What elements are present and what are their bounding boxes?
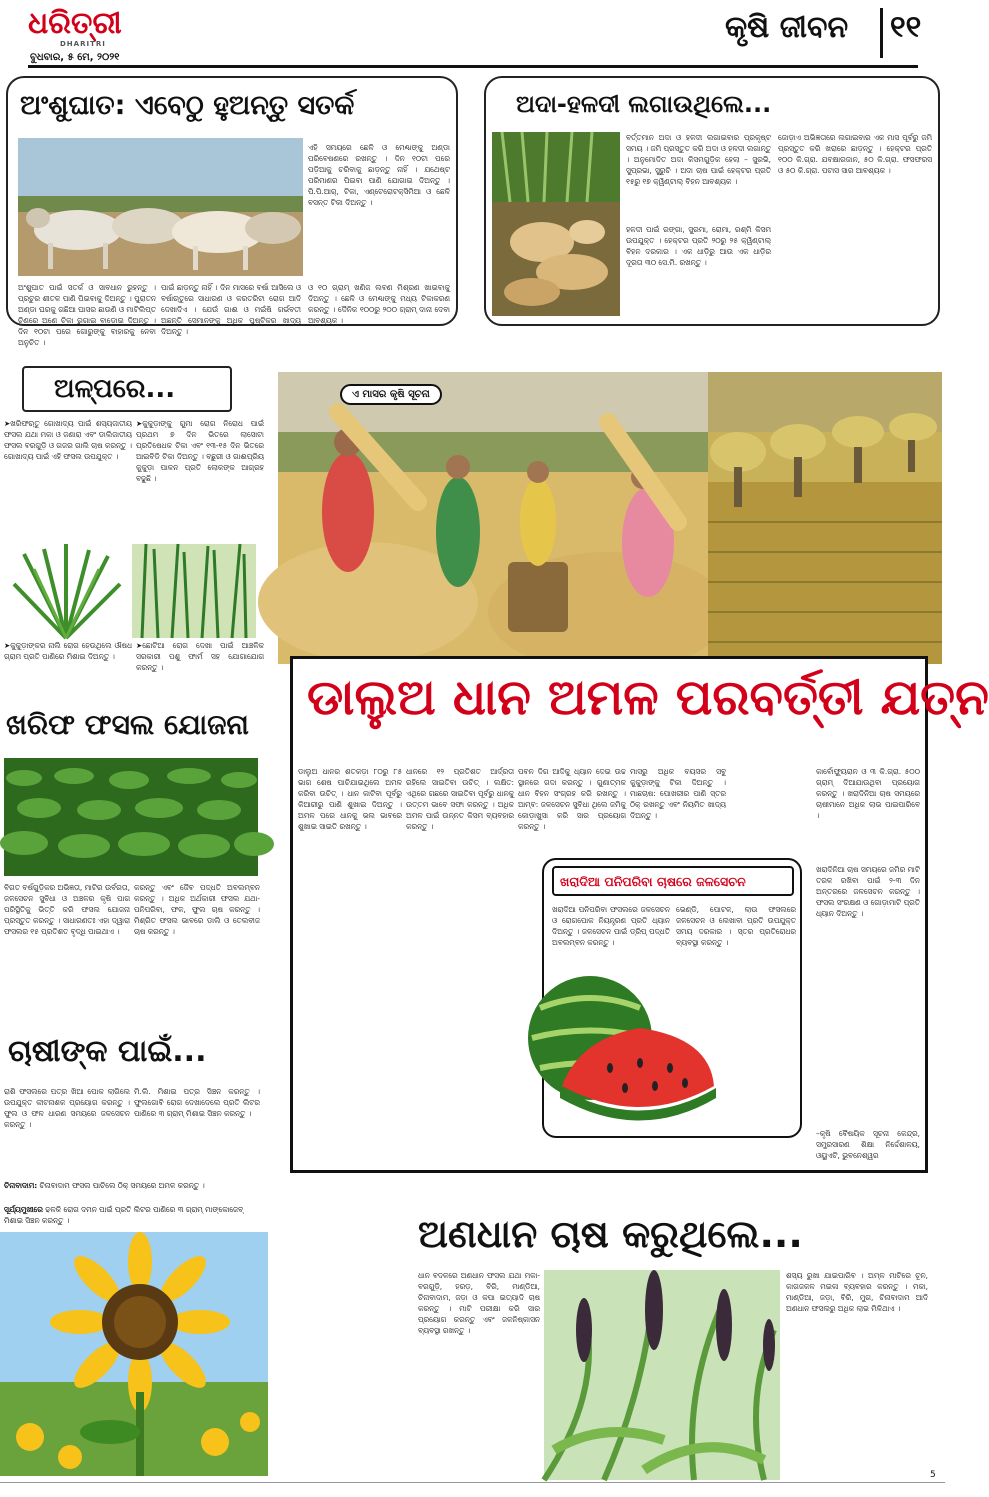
millet-col1: ଧାନ ବଦଳରେ ଅଣଧାନ ଫସଲ ଯଥା ମକା-ବରଗୁଡ଼ି, ହରଡ଼, ବିରି, ମାଣ୍ଡିଆ, ଚିନାବାଦାମ, ଜଡ଼ା ଓ କପା ଇତ୍ୟାଦି ଚାଷ କରନ୍ତୁ । ମାଟି ପରୀକ୍ଷା କରି ସାର ପ୍ରୟୋଗ କରନ୍ତୁ ଏବଂ ଜଳନିଷ୍କାସନ ବ୍ୟବସ୍ଥା ରଖନ୍ତୁ । bbox=[418, 1271, 540, 1335]
article-heat-box bbox=[6, 76, 458, 347]
hero-col5: କାର୍ବୋଫ୍ୟୁରାନ ଓ ୩ କି.ଗ୍ରା. ୫୦୦ ଗ୍ରାମ୍ ଦିଆଯାଉଥିବା ପ୍ରୟୋଗ କରନ୍ତୁ । ଖରାଦିନିଆ ଚାଷ ସମୟରେ ଚାଷୀମାନେ ଅଧିକ ଲାଭ ପାଇପାରିବେ । bbox=[816, 767, 920, 820]
article-heat-col3: ଓ ୧୦ ଗ୍ରାମ୍ ଖଣିଜ ଲବଣ ମିଶ୍ରଣ ଖାଇବାକୁ ଦିଅନ୍ତୁ । ଛେଳି ଓ ମେଣ୍ଢାଙ୍କୁ ମଧ୍ୟ ଟିକାକରଣ କରନ୍ତୁ । ଦୈନିକ ୧୦୦ରୁ ୨୦୦ ଗ୍ରାମ୍ ଦାନା ଦେବା ଆବଶ୍ୟକ । bbox=[308, 283, 450, 325]
kharif-title: ଖରିଫ ଫସଲ ଯୋଜନା bbox=[6, 708, 249, 741]
fodder-photo-2 bbox=[132, 544, 256, 638]
footer-rule bbox=[0, 1482, 945, 1483]
watermelon-photo bbox=[520, 968, 716, 1138]
article-heat-title: ଅଂଶୁଘାତ: ଏବେଠୁ ହୁଅନ୍ତୁ ସତର୍କ bbox=[20, 90, 355, 121]
farmers-col1: ରାଶି ଫସଲରେ ପତ୍ର ଖିଆ ପୋକ ଲାଗିଲେ ଉପଯୁକ୍ତ କୀଟନାଶକ ପ୍ରୟୋଗ କରନ୍ତୁ । ଫୁଲ ଓ ଫଳ ଧାରଣ ସମୟରେ ଜଳସେଚନ କରନ୍ତୁ । bbox=[4, 1087, 130, 1129]
summer-veg-title-bar bbox=[552, 866, 794, 896]
hero-credit: –କୃଷି ବୈଷୟିକ ସୂଚନା କେନ୍ଦ୍ର, ସମ୍ପ୍ରସାରଣ ଶିକ୍ଷା ନିର୍ଦ୍ଦେଶାଳୟ, ଓୟୁଏଟି, ଭୁବନେଶ୍ୱର bbox=[816, 1129, 920, 1160]
harvest-photo bbox=[278, 372, 708, 664]
article-ginger-title: ଅଦା-ହଳଦୀ ଲଗାଉଥିଲେ... bbox=[516, 90, 772, 118]
hero-col4: ମାସରୁ ଅଧିକ ବୟସର ସବୁ କୁକୁଡ଼ାଙ୍କୁ ଟିକା ଦିଅନ୍ତୁ । ମାଛଚାଷ: ପୋଖରୀର ପାଣି ସ୍ତର ଠିକ୍ ରଖନ୍ତୁ ଏବଂ ନିୟମିତ ଖାଦ୍ୟ ଦିଅନ୍ତୁ । bbox=[630, 767, 726, 820]
kharif-photo bbox=[4, 758, 258, 876]
farmers-sub1-label: ଚିନାବାଦାମ: bbox=[4, 1181, 38, 1190]
article-ginger-col3: ଜୋଡ଼ାଏ ଅଭିଜ୍ଞତାରେ ଲଗାଇବାର ଏକ ମାସ ପୂର୍ବରୁ ଜମି ପ୍ରସ୍ତୁତ କରି ଖରାରେ ଛାଡ଼ନ୍ତୁ । ହେକ୍ଟର ପ୍ରତି ୧୦୦ କି.ଗ୍ରା. ଯବକ୍ଷାରଜାନ, ୫୦ କି.ଗ୍ରା. ଫସଫରସ ଓ ୫୦ କି.ଗ୍ରା. ପଟାସ ସାର ଆବଶ୍ୟକ । bbox=[778, 133, 932, 175]
hero-border-left bbox=[290, 758, 293, 1172]
farmers-col2: ମି.ଲି. ମିଶାଇ ପତ୍ର ସିଞ୍ଚନ କରନ୍ତୁ । ଫୁଲଗୋବି ରୋଗ ଦେଖାଦେଲେ ପ୍ରତି ଲିଟର ପାଣିରେ ୩ ଗ୍ରାମ୍ ମିଶାଇ ସିଞ୍ଚନ କରନ୍ତୁ । bbox=[134, 1087, 260, 1118]
footer-page-marker: 5 bbox=[930, 1470, 936, 1480]
millet-title: ଅଣଧାନ ଚାଷ କରୁଥିଲେ... bbox=[418, 1212, 803, 1256]
logo-text: ଧରିତ୍ରୀ bbox=[28, 6, 122, 41]
short-note-1: ➤କୁକୁଡ଼ାଙ୍କର ନାଲି ରୋଗ ହେଉଥିଲେ ଔଷଧ ଗ୍ରାମ ପ୍ରତି ପାଣିରେ ମିଶାଇ ଦିଅନ୍ତୁ । bbox=[4, 641, 132, 661]
short-title: ଅଳ୍ପରେ... bbox=[54, 374, 176, 404]
summer-veg-col1: ଖରାଦିଆ ପନିପରିବା ଫସଲରେ ଜଳସେଚନ ଓ ରୋଗପୋକ ନିୟନ୍ତ୍ରଣ ପ୍ରତି ଧ୍ୟାନ ଦିଅନ୍ତୁ । ଜଳସେଚନ ପାଇଁ ଡ୍ରିପ୍ ପଦ୍ଧତି ଅବଲମ୍ବନ କରନ୍ତୁ । bbox=[552, 905, 670, 947]
article-ginger-box bbox=[484, 76, 940, 326]
millet-col2: ଶସ୍ୟ ରୁଖା ଯାଇପାରିବ । ଅମ୍ଳ ମାଟିରେ ଚୂନ, କାଗଜକଳ ମଇଳା ବ୍ୟବହାର କରନ୍ତୁ । ମକା, ମାଣ୍ଡିଆ, ଜଡ଼ା, ବିରି, ମୁଗ, ଚିନାବାଦାମ ଆଦି ଅଣଧାନ ଫସଲରୁ ଅଧିକ ଲାଭ ମିଳିଥାଏ । bbox=[786, 1271, 928, 1313]
kharif-col1: ବିଗତ ବର୍ଷଗୁଡ଼ିକର ଅଭିଜ୍ଞତା, ମାଟିର ଉର୍ବରତା, ଜଳସେଚନ ସୁବିଧା ଓ ଅଞ୍ଚଳର କୃଷି ପାଗ ପରିସ୍ଥିତିକୁ ଭିତ୍ତି କରି ଫସଲ ଯୋଜନା ପ୍ରସ୍ତୁତ କରନ୍ତୁ । ସାଧାରଣତଃ ଏହା ଦ୍ୱାରା ଫସଲର ୧୫ ପ୍ରତିଶତ ବୃଦ୍ଧି ପାଇଥାଏ । bbox=[4, 883, 130, 936]
ginger-photo bbox=[492, 132, 620, 316]
farmers-title: ଚାଷୀଙ୍କ ପାଇଁ... bbox=[8, 1034, 207, 1069]
hero-border-right bbox=[925, 758, 928, 1172]
short-title-box bbox=[22, 366, 232, 412]
issue-date: ବୁଧବାର, ୫ ମେ, ୨୦୨୧ bbox=[30, 52, 120, 63]
farmers-sub2-text: ଢଳକି ରୋଗ ଦମନ ପାଇଁ ପ୍ରତି ଲିଟର ପାଣିରେ ୩ ଗ୍ରାମ୍ ମାଙ୍କୋଜେବ୍ ମିଶାଇ ସିଞ୍ଚନ କରନ୍ତୁ । bbox=[4, 1205, 244, 1225]
article-heat-intro: ଏହି ସମୟରେ ଛେଳି ଓ ମେଣ୍ଢାଙ୍କୁ ଅଣ୍ଡା ପରିବେଷଣରେ ରଖନ୍ତୁ । ଦିନ ୧୦ଟା ପରେ ପଡ଼ିଆକୁ ଚରିବାକୁ ଛାଡ଼ନ୍ତୁ ନାହିଁ । ଯଥେଷ୍ଟ ପରିମାଣର ପିଇବା ପାଣି ଯୋଗାଇ ଦିଅନ୍ତୁ । ପି.ପି.ଆର୍‌, ଟିକା, ଏଣ୍ଟେରୋଟକ୍ସିମିଆ ଓ ଛେଳି ବସନ୍ତ ଟିକା ଦିଅନ୍ତୁ । bbox=[308, 143, 450, 207]
article-ginger-col2: ହଳଦୀ ପାଇଁ ରଙ୍ଗା, ସୁରମା, ରୋମା, ରଶ୍ମି କିସମ ଉପଯୁକ୍ତ । ହେକ୍ଟର ପ୍ରତି ୨୦ରୁ ୨୫ କ୍ୱିଣ୍ଟାଲ୍ ବିହନ ଦରକାର । ଏକ ଧାଡ଼ିରୁ ଆଉ ଏକ ଧାଡ଼ିର ଦୂରତା ୩୦ ସେ.ମି. ରଖନ୍ତୁ । bbox=[626, 225, 771, 267]
farmers-sub1 bbox=[4, 1180, 260, 1191]
article-heat-col2: ପାଇଁ ଛାଡ଼ନ୍ତୁ ନାହିଁ । ଦିନ ମାସରେ ବର୍ଷା ଆସିଲେ ଓ ବର୍ଷାଋତୁରେ ସାଧାରଣ ଓ କରତରିଟା ରୋଗ ଆଦି ଦେଖାଦିଏ । ଯେଉଁ ଗାଈ ଓ ମଇଁଷି ଗର୍ଭବତୀ ଅଛନ୍ତି ସେମାନଙ୍କୁ ଅଧିକ ପୁଷ୍ଟିକର ଖାଦ୍ୟ ଦିଅନ୍ତୁ । bbox=[161, 283, 301, 336]
masthead bbox=[0, 0, 945, 68]
millet-photo bbox=[544, 1270, 780, 1480]
hero-tag: ଏ ମାସର କୃଷି ସୂଚନା bbox=[340, 384, 442, 405]
summer-veg-title: ଖରାଦିଆ ପନିପରିବା ଚାଷରେ ଜଳସେଚନ bbox=[560, 874, 746, 889]
article-ginger-col1: ବର୍ତ୍ତମାନ ଅଦା ଓ ହଳଦୀ ଲଗାଇବାର ପ୍ରକୃଷ୍ଟ ସମୟ । ଜମି ପ୍ରସ୍ତୁତ କରି ଅଦା ଓ ହଳଦୀ ଲଗାନ୍ତୁ । ଅନୁମୋଦିତ ଅଦା କିସମଗୁଡ଼ିକ ହେଲା – ସୁରଭି, ସୁପ୍ରଭା, ସୁରୁଚି । ଅଦା ଚାଷ ପାଇଁ ହେକ୍ଟର ପ୍ରତି ୧୫ରୁ ୧୭ କ୍ୱିଣ୍ଟାଲ୍ ବିହନ ଆବଶ୍ୟକ । bbox=[626, 133, 771, 186]
page-number: ୧୧ bbox=[890, 10, 922, 45]
kharif-col2: କରନ୍ତୁ ଏବଂ ଜୈବ ପଦ୍ଧତି ଅବଲମ୍ବନ କରନ୍ତୁ । ଅଧିକ ଅର୍ଥକାରୀ ଫସଲ ଯଥା- ପନିପରିବା, ଫଳ, ଫୁଲ ଚାଷ କରନ୍ତୁ । ମିଶ୍ରିତ ଫସଲ ଭାବରେ ଡାଲି ଓ ତେଲବୀଜ ଚାଷ କରନ୍ତୁ । bbox=[134, 883, 260, 936]
sunflower-photo bbox=[0, 1232, 268, 1476]
short-col1: ➤ଖରିଫଋତୁ ଗୋଖାଦ୍ୟ ପାଇଁ ଶସ୍ୟଜାତୀୟ ଫସଲ ଯଥା ମକା ଓ ଜଣାରା ଏବଂ ଡାଲିଜାତୀୟ ଫସଲ ବରଗୁଡ଼ି ଓ ଗଜର ଗାଲି ଚାଷ କରନ୍ତୁ । ଗୋଖାଦ୍ୟ ପାଇଁ ଏହି ଫସଲ ଉପଯୁକ୍ତ । bbox=[4, 419, 132, 461]
hero-col1: ଡାଲୁଅ ଧାନର ଶତକଡ଼ା ୮୦ରୁ ୮୫ ଭାଗ ଶେଷ ପାଚିଯାଇଥିଲେ ଅମଳ କରିବା ଉଚିତ୍ । ଧାନ କାଟିବା ପୂର୍ବରୁ କିଆରୀରୁ ପାଣି ଶୁଖାଇ ଦିଅନ୍ତୁ । ଅମଳ ପରେ ଧାନକୁ ଭଲ ଭାବରେ ଶୁଖାଇ ସାଇତି ରଖନ୍ତୁ । bbox=[298, 767, 402, 831]
section-divider bbox=[880, 8, 883, 58]
logo-sub: DHARITRI bbox=[60, 40, 106, 48]
hero-col2: ଧାନରେ ୧୨ ପ୍ରତିଶତ ଆର୍ଦ୍ରତା ରହିଲେ ସାଇତିବା ଉଚିତ୍ । ଲକ୍ଷିତ: ଏଥିରେ ଗଛରେ ସାଇତିବା ପୂର୍ବରୁ ଧାନକୁ ଉତ୍ତମ ଭାବେ ସଫା କରନ୍ତୁ । ଅଧିକ ଅମଳ ପାଇଁ ଉନ୍ନତ କିସମ ବ୍ୟବହାର କରନ୍ତୁ । bbox=[406, 767, 514, 831]
farmers-sub2-label: ସୂର୍ଯ୍ୟମୁଖୀରେ bbox=[4, 1205, 43, 1214]
hero-headline-box bbox=[290, 656, 989, 758]
hero-col3: ପବନ ଦିଗ ଆଦିକୁ ଧ୍ୟାନ ଦେଇ ଉଚ୍ଚ ସ୍ଥାନରେ ଗଦା କରନ୍ତୁ । ଗୁଣାତ୍ମକ ଧାନ ବିହନ ସଂଗ୍ରହ କରି ରଖନ୍ତୁ । ଆମ୍ବ: ଜଳସେଚନ ସୁବିଧା ଥିଲେ ଜମିକୁ କୋଡ଼ାଖୁସା କରି ସାର ପ୍ରୟୋଗ କରନ୍ତୁ । bbox=[518, 767, 626, 831]
cattle-photo bbox=[18, 138, 303, 276]
hero-border-bottom bbox=[290, 1170, 928, 1173]
article-heat-col1: ଅଂଶୁଘାତ ପାଇଁ ସତର୍କ ଓ ସାବଧାନ ରୁହନ୍ତୁ । ପ୍ରଚୁର ଶୀତଳ ପାଣି ପିଇବାକୁ ଦିଅନ୍ତୁ । ପୁରାତନ ଅଣ୍ଡା ଘରକୁ ଗଛିଆ ଘାସର ଛାଉଣି ଓ ମାଟିଲିପ୍ତ ଚିଣରେ ଅଣେ ଚିକା ରୁଗାଇ ବାଡ଼ୋଇ ଦିଅନ୍ତୁ । ଦିନ ୧୦ଟା ପରେ ଗୋରୁଙ୍କୁ ବାହାରକୁ ନେବା ଅନୁଚିତ । bbox=[18, 283, 156, 347]
short-col2: ➤କୁକୁଡ଼ାଙ୍କୁ ଗୁମା ରୋଗ ନିରୋଧ ପାଇଁ ପ୍ରଥମ ୭ ଦିନ ଭିତରେ ଲାସୋଟା ପ୍ରତିଷେଧକ ଟିକା ଏବଂ ୧୩-୧୫ ଦିନ ଭିତରେ ଆଇବିଡି ଟିକା ଦିଅନ୍ତୁ । ବଛୁରୀ ଓ ଗାଈପ୍ରିୟ କୁକୁଡ଼ା ପାଳନ ପ୍ରତି ଲୋକଙ୍କ ଆଗ୍ରହ ବଢୁଛି । bbox=[136, 419, 264, 483]
fodder-photo-1 bbox=[4, 544, 128, 638]
farmers-sub2 bbox=[4, 1204, 260, 1226]
section-title: କୃଷି ଜୀବନ bbox=[725, 10, 849, 45]
short-note-2: ➤ଛୋଟିଆ ରୋଗ ଦେଖା ପାଇଁ ଆଞ୍ଚଳିକ ସରକାରୀ ପଶୁ ଫାର୍ମ ସହ ଯୋଗାଯୋଗ କରନ୍ତୁ । bbox=[136, 641, 264, 672]
hero-col6: ଖରାଦିନିଆ ଚାଷ ସମୟରେ ଜମିର ମାଟି ତରଳ ରଖିବା ପାଇଁ ୨-୩ ଦିନ ଅନ୍ତରରେ ଜଳସେଚନ କରନ୍ତୁ । ଫସଲ ସଂରକ୍ଷଣ ଓ ଗୋଡ଼ାମାଟି ପ୍ରତି ଧ୍ୟାନ ଦିଅନ୍ତୁ । bbox=[816, 865, 920, 918]
rice-field-photo bbox=[708, 372, 942, 664]
farmers-sub1-text: ଚିନାବାଦାମ ଫସଲ ପାଚିଲେ ଠିକ୍ ସମୟରେ ଅମଳ କରନ୍ତୁ । bbox=[39, 1181, 205, 1190]
masthead-rule bbox=[28, 65, 918, 68]
summer-veg-col2: ଭେଣ୍ଡି, ପୋଟଳ, ଲାଉ ଫସଲରେ ଜଳସେଚନ ଓ ଲେଖାବା ପ୍ରତି ଉପଯୁକ୍ତ ସମୟ ଦରକାର । ସ୍ତର ପ୍ରତିରୋଧର ବ୍ୟବସ୍ଥା କରନ୍ତୁ । bbox=[676, 905, 796, 947]
hero-headline: ଡାଲୁଅ ଧାନ ଅମଳ ପରବର୍ତ୍ତୀ ଯତ୍ନ bbox=[307, 669, 989, 726]
